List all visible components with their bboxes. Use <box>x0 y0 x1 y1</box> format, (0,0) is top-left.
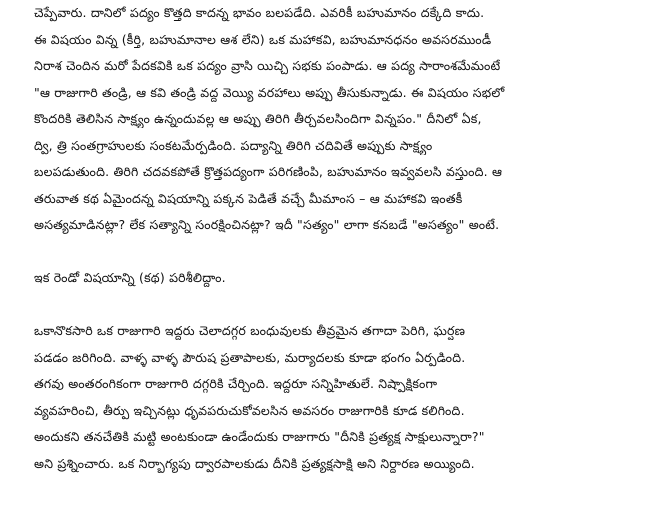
paragraph-1-line-6: ద్వి, త్రి సంతగ్రాహులకు సంకటమేర్పడింది. పద్యాన్ని తిరిగి చదివితే అప్పుకు సాక్ష్యం <box>34 138 433 153</box>
paragraph-1-line-2: ఈ విషయం విన్న (కీర్తి, బహుమానాల ఆశ లేని) ఒక మహాకవి, బహుమానధనం అవసరముండీ <box>34 32 492 47</box>
paragraph-3-line-4: వ్యవహరించి, తీర్పు ఇచ్చినట్లు ధృవపరుచుకోవలసిన అవసరం రాజుగారికి కూడ కలిగింది. <box>34 403 465 418</box>
paragraph-3-line-3: తగవు అంతరంగికంగా రాజుగారి దగ్గరికి చేర్చింది. ఇద్దరూ సన్నిహితులే. నిష్పాక్షికంగా <box>34 376 438 391</box>
paragraph-1-line-8: తరువాత కథ ఏమైందన్న విషయాన్ని పక్కన పెడితే వచ్చే మీమాంస – ఆ మహాకవి ఇంతకీ <box>34 191 463 206</box>
paragraph-2-line-1: ఇక రెండో విషయాన్ని (కథ) పరిశీలిద్దాం. <box>34 270 226 285</box>
paragraph-1-line-7: బలపడుతుంది. తిరిగి చదవకపోతే క్రొత్తపద్యంగా పరిగణింపి, బహుమానం ఇవ్వవలసి వస్తుంది. ఆ <box>34 164 503 179</box>
paragraph-1-line-3: నిరాశ చెందిన మరో పేదకవికి ఒక పద్యం వ్రాసి యిచ్చి సభకు పంపాడు. ఆ పద్య సారాంశమేమంటే <box>34 58 501 73</box>
paragraph-3-line-1: ఒకానొకసారి ఒక రాజుగారి ఇద్దరు చెలాదగ్గర బంధువులకు తీవ్రమైన తగాదా పెరిగి, ఘర్షణ <box>34 323 466 338</box>
paragraph-3-line-5: అందుకని తనచేతికి మట్టి అంటకుండా ఉండేందుకు రాజుగారు "దీనికి ప్రత్యక్ష సాక్షులున్నారా?" <box>34 429 485 444</box>
paragraph-1-line-1: చెప్పేవారు. దానిలో పద్యం కొత్తది కాదన్న భావం బలపడేది. ఎవరికీ బహుమానం దక్కేది కాదు. <box>34 5 485 20</box>
paragraph-1-line-5: కొందరికి తెలిసిన సాక్ష్యం ఉన్నందువల్ల ఆ అప్పు తిరిగి తీర్చవలసిందిగా విన్నపం." దీనిలో ఏక, <box>34 111 482 126</box>
paragraph-3-line-6: అని ప్రశ్నించారు. ఒక నిర్భాగ్యపు ద్వారపాలకుడు దీనికి ప్రత్యక్షసాక్షి అని నిర్ధారణ అయ్యింది. <box>34 456 475 471</box>
paragraph-1-line-4: "ఆ రాజుగారి తండ్రి, ఆ కవి తండ్రి వద్ద వెయ్యి వరహాలు అప్పు తీసుకున్నాడు. ఈ విషయం సభలో <box>34 85 505 100</box>
paragraph-1-line-9: అసత్యమాడినట్లా? లేక సత్యాన్ని సంరక్షించినట్లా? ఇదీ "సత్యం" లాగా కనబడే "అసత్యం" అంటే. <box>34 217 500 232</box>
paragraph-3-line-2: పడడం జరిగింది. వాళ్ళ వాళ్ళ పౌరుష ప్రతాపాలకు, మర్యాదలకు కూడా భంగం ఏర్పడింది. <box>34 350 466 365</box>
